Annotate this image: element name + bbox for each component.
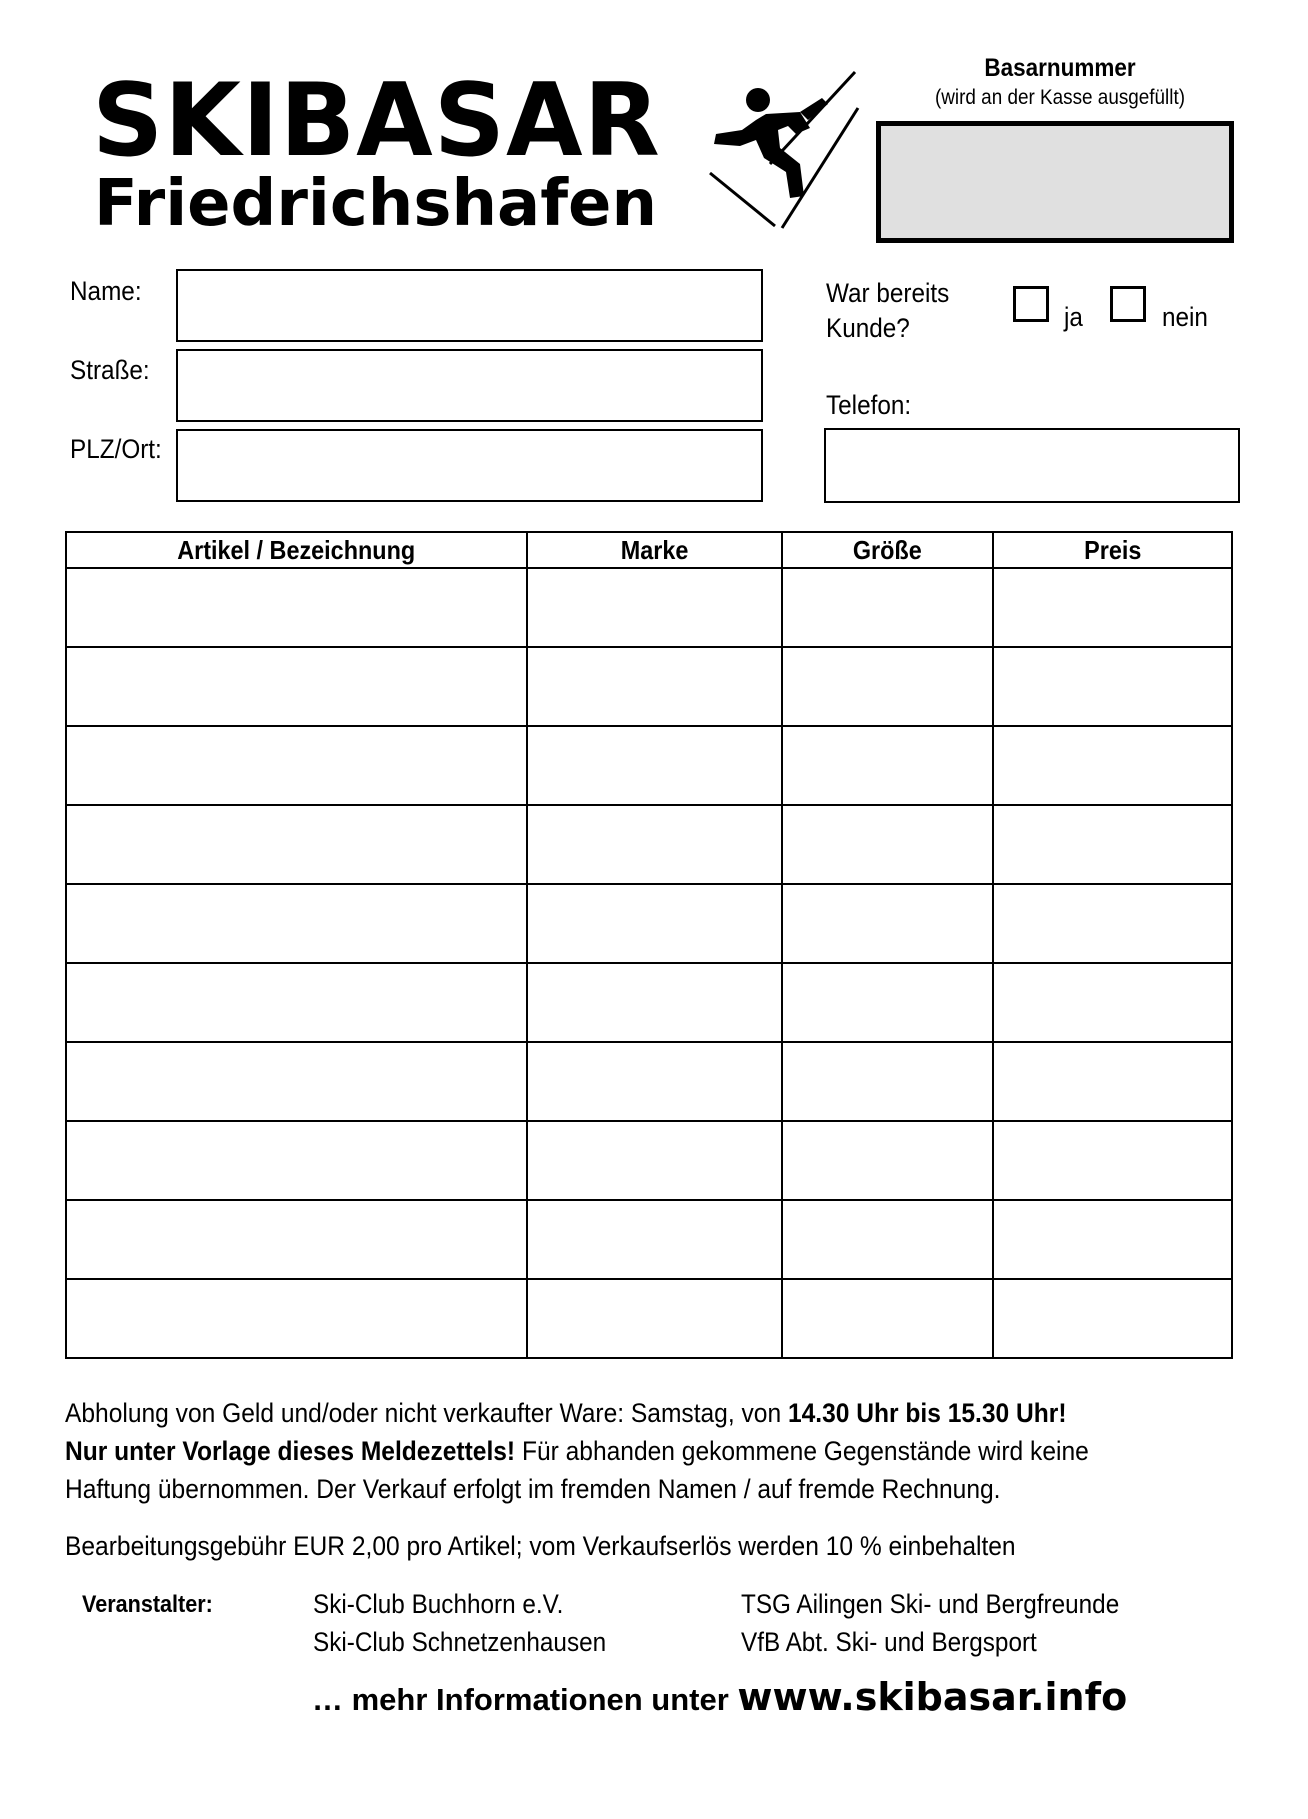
artikel-cell[interactable] xyxy=(66,1121,527,1200)
table-row xyxy=(66,1279,1232,1358)
organizers-label: Veranstalter: xyxy=(82,1591,213,1618)
nein-checkbox[interactable] xyxy=(1110,286,1146,322)
table-header-row xyxy=(66,532,1232,568)
basarnummer-subtitle: (wird an der Kasse ausgefüllt) xyxy=(934,86,1186,109)
artikel-cell[interactable] xyxy=(66,726,527,805)
marke-cell[interactable] xyxy=(527,1042,782,1121)
table-row xyxy=(66,963,1232,1042)
skier-icon xyxy=(700,68,860,234)
basarnummer-field[interactable] xyxy=(876,121,1234,243)
preis-cell[interactable] xyxy=(993,1042,1232,1121)
preis-cell[interactable] xyxy=(993,805,1232,884)
strasse-field[interactable] xyxy=(176,349,763,422)
table-row xyxy=(66,1200,1232,1279)
artikel-cell[interactable] xyxy=(66,1200,527,1279)
preis-cell[interactable] xyxy=(993,1200,1232,1279)
footer-info: … mehr Informationen unter www.skibasar.info xyxy=(312,1675,1128,1719)
marke-cell[interactable] xyxy=(527,884,782,963)
ja-label: ja xyxy=(1064,302,1083,332)
groesse-cell[interactable] xyxy=(782,647,994,726)
plz-ort-label: PLZ/Ort: xyxy=(70,434,162,464)
marke-cell[interactable] xyxy=(527,726,782,805)
artikel-cell[interactable] xyxy=(66,647,527,726)
artikel-cell[interactable] xyxy=(66,963,527,1042)
marke-cell[interactable] xyxy=(527,963,782,1042)
strasse-label: Straße: xyxy=(70,355,150,385)
name-field[interactable] xyxy=(176,269,763,342)
preis-cell[interactable] xyxy=(993,568,1232,647)
artikel-cell[interactable] xyxy=(66,1042,527,1121)
header-marke: Marke xyxy=(527,532,782,568)
groesse-cell[interactable] xyxy=(782,805,994,884)
logo-title: SKIBASAR xyxy=(92,61,661,179)
marke-cell[interactable] xyxy=(527,647,782,726)
nein-label: nein xyxy=(1162,302,1208,332)
table-row xyxy=(66,1121,1232,1200)
table-row xyxy=(66,568,1232,647)
name-label: Name: xyxy=(70,276,142,306)
header-artikel: Artikel / Bezeichnung xyxy=(66,532,527,568)
meldezettel-warning: Nur unter Vorlage dieses Meldezettels! xyxy=(65,1436,516,1466)
groesse-cell[interactable] xyxy=(782,1042,994,1121)
telefon-label: Telefon: xyxy=(826,390,912,420)
preis-cell[interactable] xyxy=(993,1279,1232,1358)
telefon-field[interactable] xyxy=(824,428,1240,503)
plz-ort-field[interactable] xyxy=(176,429,763,502)
groesse-cell[interactable] xyxy=(782,726,994,805)
marke-cell[interactable] xyxy=(527,1121,782,1200)
items-table xyxy=(65,531,1233,1359)
table-row xyxy=(66,1042,1232,1121)
marke-cell[interactable] xyxy=(527,1279,782,1358)
pickup-time: 14.30 Uhr bis 15.30 Uhr! xyxy=(787,1398,1067,1428)
logo-subtitle: Friedrichshafen xyxy=(94,167,657,241)
artikel-cell[interactable] xyxy=(66,568,527,647)
organizer-item: Ski-Club Schnetzenhausen xyxy=(313,1627,607,1657)
artikel-cell[interactable] xyxy=(66,1279,527,1358)
preis-cell[interactable] xyxy=(993,963,1232,1042)
preis-cell[interactable] xyxy=(993,647,1232,726)
marke-cell[interactable] xyxy=(527,805,782,884)
organizer-item: TSG Ailingen Ski- und Bergfreunde xyxy=(741,1589,1120,1619)
basarnummer-title: Basarnummer xyxy=(984,54,1136,82)
website-link[interactable]: www.skibasar.info xyxy=(737,1675,1128,1719)
kunde-question-line1: War bereits xyxy=(826,278,950,308)
table-row xyxy=(66,805,1232,884)
groesse-cell[interactable] xyxy=(782,1121,994,1200)
groesse-cell[interactable] xyxy=(782,568,994,647)
groesse-cell[interactable] xyxy=(782,884,994,963)
preis-cell[interactable] xyxy=(993,726,1232,805)
header-groesse: Größe xyxy=(782,532,994,568)
pickup-notice: Abholung von Geld und/oder nicht verkaufter Ware: Samstag, von 14.30 Uhr bis 15.30 Uhr! xyxy=(65,1398,1067,1428)
organizer-item: VfB Abt. Ski- und Bergsport xyxy=(741,1627,1037,1657)
ja-checkbox[interactable] xyxy=(1013,286,1049,322)
fee-notice: Bearbeitungsgebühr EUR 2,00 pro Artikel; vom Verkaufserlös werden 10 % einbehalten xyxy=(65,1531,1016,1561)
artikel-cell[interactable] xyxy=(66,805,527,884)
kunde-question-line2: Kunde? xyxy=(826,313,910,343)
header-preis: Preis xyxy=(993,532,1232,568)
table-row xyxy=(66,884,1232,963)
liability-notice: Nur unter Vorlage dieses Meldezettels! Für abhanden gekommene Gegenstände wird keine xyxy=(65,1436,1089,1466)
marke-cell[interactable] xyxy=(527,568,782,647)
table-row xyxy=(66,647,1232,726)
liability-notice-cont: Haftung übernommen. Der Verkauf erfolgt im fremden Namen / auf fremde Rechnung. xyxy=(65,1474,1001,1504)
organizer-item: Ski-Club Buchhorn e.V. xyxy=(313,1589,564,1619)
preis-cell[interactable] xyxy=(993,884,1232,963)
artikel-cell[interactable] xyxy=(66,884,527,963)
marke-cell[interactable] xyxy=(527,1200,782,1279)
groesse-cell[interactable] xyxy=(782,1279,994,1358)
preis-cell[interactable] xyxy=(993,1121,1232,1200)
groesse-cell[interactable] xyxy=(782,1200,994,1279)
groesse-cell[interactable] xyxy=(782,963,994,1042)
table-row xyxy=(66,726,1232,805)
